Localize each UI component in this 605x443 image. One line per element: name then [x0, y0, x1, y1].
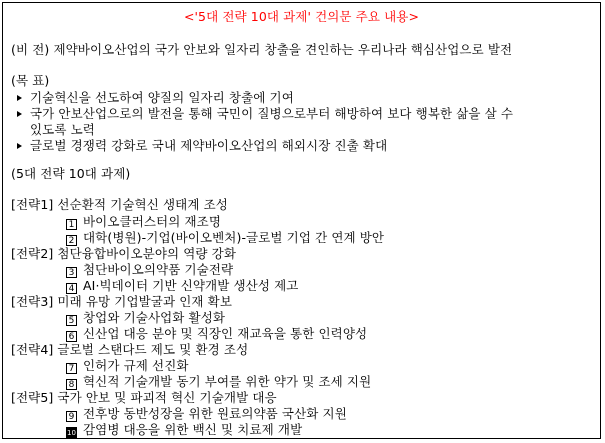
task-number-box: 3	[66, 267, 77, 278]
vision-line: (비 전) 제약바이오산업의 국가 안보와 일자리 창출을 견인하는 우리나라 핵심산업으로 발전	[11, 42, 513, 57]
task-number-box: 10	[67, 429, 77, 437]
task-item: 5 창업와 기술사업화 활성화	[66, 310, 225, 326]
task-item: 1 바이오클러스터의 재조명	[66, 214, 221, 230]
strategy-label: [전략5] 국가 안보 및 파괴적 혁신 기술개발 대응	[11, 390, 277, 405]
task-number-box: 2	[66, 235, 77, 246]
task-number-box: 5	[66, 315, 77, 326]
goal-item-continuation: 있도록 노력	[30, 122, 95, 137]
task-item: 6 신산업 대응 분야 및 직장인 재교육을 통한 인력양성	[66, 326, 367, 342]
task-number-box: 1	[66, 219, 77, 230]
strategy-label: [전략1] 선순환적 기술혁신 생태계 조성	[11, 197, 228, 212]
task-item: 2 대학(병원)-기업(바이오벤처)-글로벌 기업 간 연계 방안	[66, 230, 384, 246]
task-number-box: 9	[66, 411, 77, 422]
document-title	[3, 9, 600, 25]
task-number-box: 4	[66, 283, 77, 294]
strategy-label: [전략3] 미래 유망 기업발굴과 인재 확보	[11, 294, 232, 309]
title-text: <'5대 전략 10대 과제' 건의문 주요 내용>	[183, 9, 420, 24]
task-item: 3 첨단바이오의약품 기술전략	[66, 262, 233, 278]
task-item: 8 혁신적 기술개발 동기 부여를 위한 약가 및 조세 지원	[66, 374, 371, 390]
document-frame	[2, 2, 601, 439]
strategies-heading: (5대 전략 10대 과제)	[11, 166, 131, 181]
task-item: 9 전후방 동반성장을 위한 원료의약품 국산화 지원	[66, 406, 347, 422]
task-number-box: 6	[66, 331, 77, 342]
bullet-triangle-icon	[17, 111, 22, 117]
strategy-label: [전략2] 첨단융합바이오분야의 역량 강화	[11, 246, 237, 261]
task-item: 4 AI·빅데이터 기반 신약개발 생산성 제고	[66, 278, 298, 294]
strategy-label: [전략4] 글로벌 스탠다드 제도 및 환경 조성	[11, 342, 249, 357]
goals-heading: (목 표)	[11, 73, 50, 88]
task-item: 10 감염병 대응을 위한 백신 및 치료제 개발	[67, 422, 303, 437]
goal-item: 기술혁신을 선도하여 양질의 일자리 창출에 기여	[17, 90, 294, 106]
goal-item: 국가 안보산업으로의 발전을 통해 국민이 질병으로부터 해방하여 보다 행복한 삶을 살 수	[17, 106, 513, 122]
task-number-box: 7	[66, 363, 77, 374]
bullet-triangle-icon	[17, 95, 22, 101]
goal-item: 글로벌 경쟁력 강화로 국내 제약바이오산업의 해외시장 진출 확대	[17, 138, 387, 154]
bullet-triangle-icon	[17, 143, 22, 149]
task-number-box: 8	[66, 379, 77, 390]
task-item: 7 인허가 규제 선진화	[66, 358, 189, 374]
